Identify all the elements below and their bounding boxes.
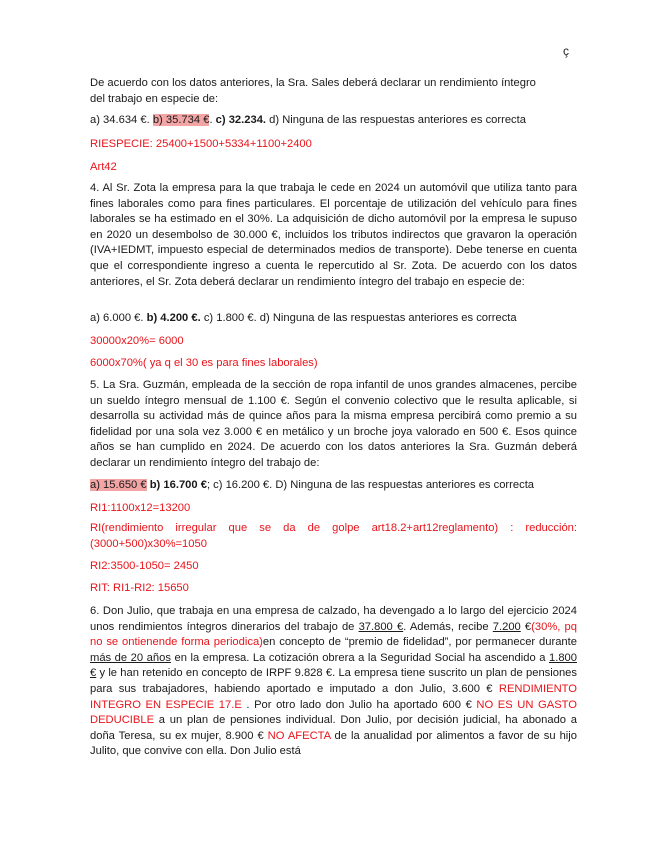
q4-note-2: 6000x70%( ya q el 30 es para fines laborales)	[90, 357, 318, 369]
q4-options	[90, 311, 577, 327]
q4-option-b: b) 4.200 €.	[146, 312, 201, 324]
q5-note-4: RIT: RI1-RI2: 15650	[90, 582, 189, 594]
q4-option-a: a) 6.000 €.	[90, 312, 147, 324]
q3-option-a: a) 34.634 €.	[90, 114, 153, 126]
q5-option-rest: ; c) 16.200 €. D) Ninguna de las respuestas anteriores es correcta	[206, 479, 535, 491]
q3-note-1: RIESPECIE: 25400+1500+5334+1100+2400	[90, 138, 312, 150]
q5-option-b: b) 16.700 €	[149, 479, 207, 491]
q5-note-2: RI(rendimiento irregular que se da de golpe art18.2+art12reglamento) : reducción:(3000+500)x30%=1050	[90, 522, 577, 550]
q5-note-3: RI2:3500-1050= 2450	[90, 560, 199, 572]
q6-annotation-4: NO AFECTA	[267, 729, 331, 742]
q5-text: 5. La Sra. Guzmán, empleada de la sección de ropa infantil de unos grandes almacenes, percibe un sueldo íntegro mensual de 1.100 €. Según el convenio colectivo que le resulta aplicable, si desarrolla su actividad más de quince años para la misma empresa percibirá como premio a su fidelidad por una sola vez 3.000 € en metálico y un broche joya valorado en 500 €. Esos quince años se han cumplido en 2024. De acuerdo con los datos anteriores la Sra. Guzmán deberá declarar un rendimiento íntegro del trabajo de:	[90, 379, 577, 469]
q3-note-2: Art42	[90, 161, 117, 173]
q6-annotation-3: NO ES UN GASTO DEDUCIBLE	[90, 698, 577, 727]
q6-annotation-2: RENDIMIENTO INTEGRO EN ESPECIE 17.E	[90, 682, 577, 711]
q4-note-1: 30000x20%= 6000	[90, 335, 184, 347]
q5-option-a-highlighted: a) 15.650 €	[90, 479, 147, 491]
q6-text: 6. Don Julio, que trabaja en una empresa de calzado, ha devengado a lo largo del ejercicio 2024 unos rendimientos íntegros dinerarios del trabajo de 37.800 €. Además, recibe 7.200 €(30%, pq no se ontienende forma periodica)en concepto de “premio de fidelidad”, por permanecer durante más de 20 años en la empresa. La cotización obrera a la Seguridad Social ha ascendido a 1.800 € y le han retenido en concepto de IRPF 9.828 €. La empresa tiene suscrito un plan de pensiones para sus trabajadores, habiendo aportado e imputado a don Julio, 3.600 € RENDIMIENTO INTEGRO EN ESPECIE 17.E . Por otro lado don Julio ha aportado 600 € NO ES UN GASTO DEDUCIBLE a un plan de pensiones individual. Don Julio, por decisión judicial, ha abonado a doña Teresa, su ex mujer, 8.900 € NO AFECTA de la anualidad por alimentos a favor de su hijo Julito, que convive con ella. Don Julio está	[90, 605, 577, 758]
q3-option-d: d) Ninguna de las respuestas anteriores es correcta	[266, 114, 526, 126]
q3-options: a) 34.634 €. b) 35.734 €. c) 32.234. d) Ninguna de las respuestas anteriores es correcta	[90, 114, 526, 126]
page-corner-mark: ç	[563, 44, 569, 58]
q5-options	[90, 478, 577, 494]
q3-option-b-highlighted: b) 35.734 €	[152, 114, 210, 126]
q4-option-rest: c) 1.800 €. d) Ninguna de las respuestas anteriores es correcta	[200, 312, 517, 324]
q3-option-c: c) 32.234.	[215, 114, 267, 126]
q3-intro: De acuerdo con los datos anteriores, la Sra. Sales deberá declarar un rendimiento íntegro del trabajo en especie de:	[90, 77, 536, 105]
q6-annotation-1: (30%, pq no se ontienende forma periodica)	[90, 620, 577, 649]
q5-note-1: RI1:1100x12=13200	[90, 502, 191, 514]
q4-text: 4. Al Sr. Zota la empresa para la que trabaja le cede en 2024 un automóvil que utiliza tanto para fines laborales como para fines particulares. El porcentaje de utilización del vehículo para fines laborales se ha estimado en el 30%. La adquisición de dicho automóvil por la empresa le supuso en 2020 un desembolso de 30.000 €, incluidos los tributos indirectos que gravaron la operación (IVA+IEDMT, impuesto especial de determinados medios de transporte). Debe tenerse en cuenta que el correspondiente ingreso a cuenta le repercutido al Sr. Zota. De acuerdo con los datos anteriores, el Sr. Zota deberá declarar un rendimiento íntegro del trabajo en especie de:	[90, 182, 577, 288]
